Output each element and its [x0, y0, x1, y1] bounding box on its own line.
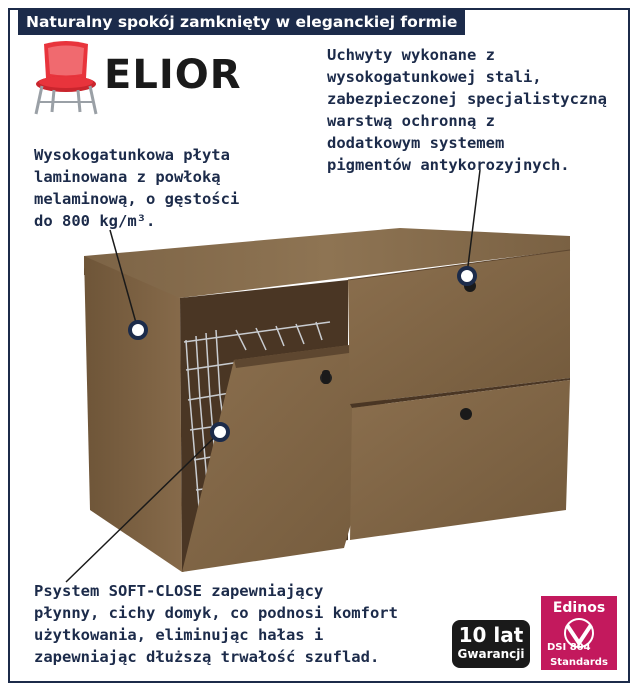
cert-code: DSI 804 — [547, 642, 591, 653]
cert-brand: Edinos — [552, 600, 606, 616]
note-line: warstwą ochronną z — [327, 112, 495, 130]
note-line: zabezpieczonej specjalistyczną — [327, 90, 607, 108]
note-line: użytkowania, eliminując hałas i — [34, 626, 324, 644]
warranty-badge — [452, 620, 530, 668]
note-line: Uchwyty wykonane z — [327, 46, 495, 64]
note-line: zapewniając dłuższą trwałość szuflad. — [34, 648, 380, 666]
note-line: wysokogatunkowej stali, — [327, 68, 542, 86]
soft-close-description — [34, 580, 398, 668]
note-line: Psystem SOFT-CLOSE zapewniający — [34, 582, 324, 600]
brand-logo-text: ELIOR — [104, 52, 242, 98]
note-line: pigmentów antykorozyjnych. — [327, 156, 570, 174]
note-line: Wysokogatunkowa płyta — [34, 146, 230, 164]
note-line: płynny, cichy domyk, co podnosi komfort — [34, 604, 398, 622]
note-line: melaminową, o gęstości — [34, 190, 240, 208]
board-description — [34, 144, 239, 232]
note-line: do 800 kg/m³. — [34, 212, 156, 230]
warranty-label: Gwarancji — [457, 647, 525, 661]
page-title: Naturalny spokój zamknięty w eleganckiej formie — [18, 9, 465, 35]
handles-description — [327, 44, 607, 176]
note-line: dodatkowym systemem — [327, 134, 505, 152]
note-line: laminowana z powłoką — [34, 168, 221, 186]
cert-label: Standards — [550, 657, 608, 668]
certification-badge — [541, 596, 617, 670]
warranty-years: 10 lat — [458, 623, 524, 647]
